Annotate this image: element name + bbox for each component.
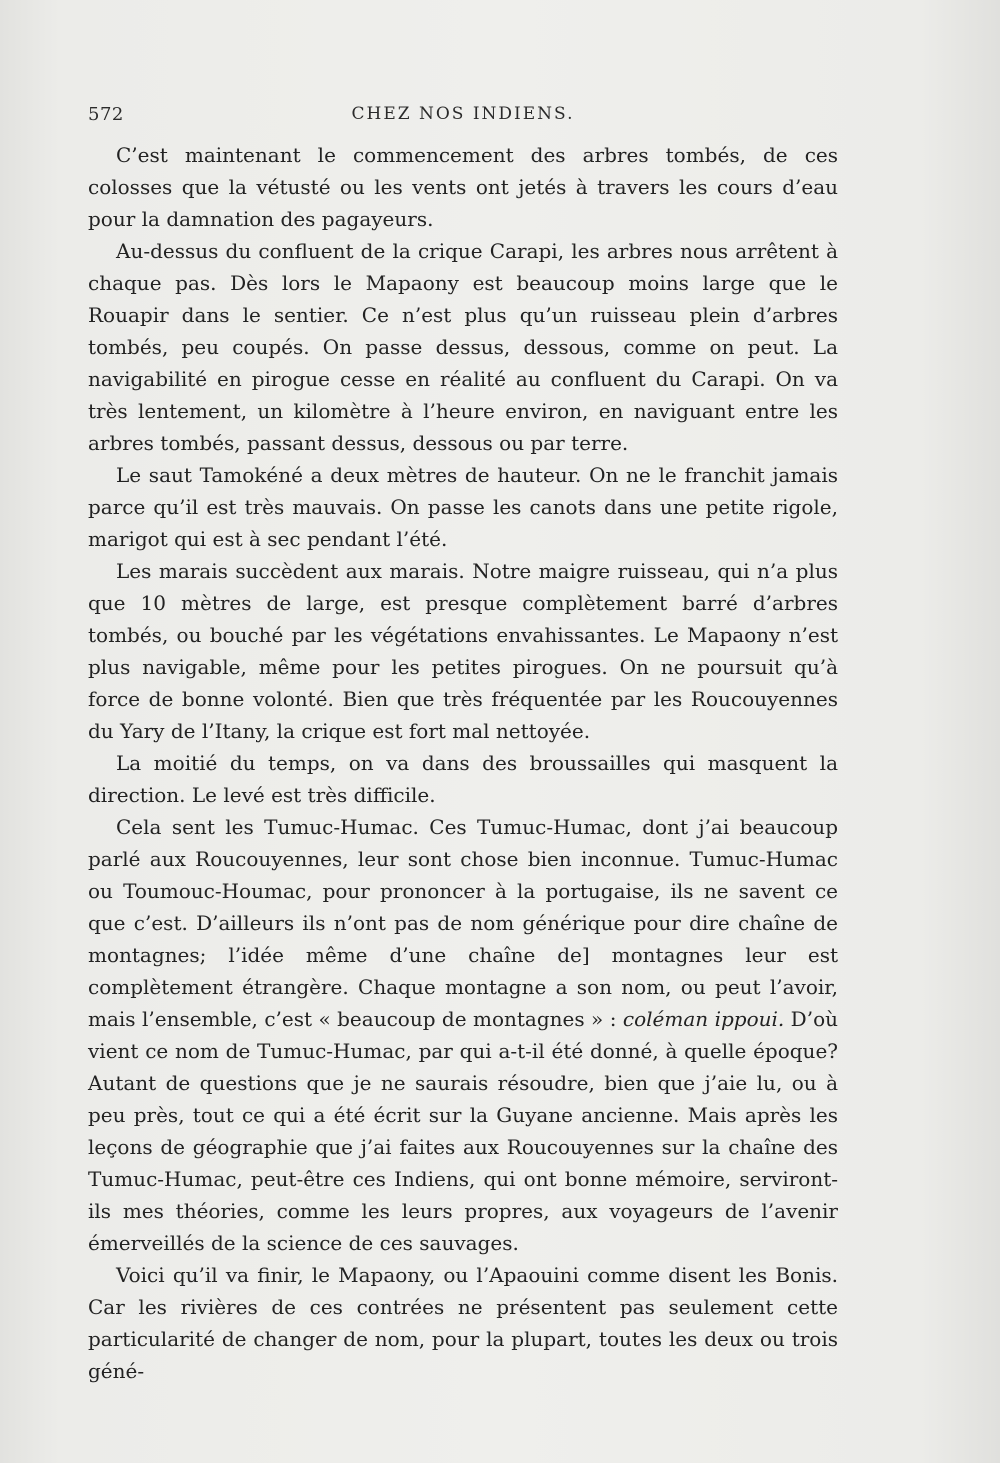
paragraph-1: C’est maintenant le commencement des arbres tombés, de ces colosses que la vétusté ou les vents ont jetés à travers les cours d’eau pour la damnation des pagayeurs.	[88, 143, 838, 231]
paragraph-6-text-before: Cela sent les Tumuc-Humac. Ces Tumuc-Humac, dont j’ai beaucoup parlé aux Roucouyennes, leur sont chose bien inconnue. Tumuc-Humac ou Toumouc-Houmac, pour prononcer à la portugaise, ils ne savent ce que c’est. D’ailleurs ils n’ont pas de nom générique pour dire chaîne de montagnes; l’idée même d’une chaîne de] montagnes leur est complètement étrangère. Chaque montagne a son nom, ou peut l’avoir, mais l’ensemble, c’est « beaucoup de montagnes » :	[88, 815, 838, 1031]
paragraph-3: Le saut Tamokéné a deux mètres de hauteur. On ne le franchit jamais parce qu’il est très mauvais. On passe les canots dans une petite rigole, marigot qui est à sec pendant l’été.	[88, 463, 838, 551]
page-number: 572	[88, 104, 124, 125]
paragraph-7: Voici qu’il va finir, le Mapaony, ou l’Apaouini comme disent les Bonis. Car les rivières de ces contrées ne présentent pas seulement cette particularité de changer de nom, pour la plupart, toutes les deux ou trois géné-	[88, 1263, 838, 1383]
paragraph-6	[88, 811, 838, 1259]
running-title: CHEZ NOS INDIENS.	[351, 104, 575, 124]
paragraph-4: Les marais succèdent aux marais. Notre maigre ruisseau, qui n’a plus que 10 mètres de large, est presque complètement barré d’arbres tombés, ou bouché par les végétations envahissantes. Le Mapaony n’est plus navigable, même pour les petites pirogues. On ne poursuit qu’à force de bonne volonté. Bien que très fréquentée par les Roucouyennes du Yary de l’Itany, la crique est fort mal nettoyée.	[88, 559, 838, 743]
body-text	[88, 139, 838, 1387]
paragraph-6-text-after: D’où vient ce nom de Tumuc-Humac, par qui a-t-il été donné, à quelle époque? Autant de questions que je ne saurais résoudre, bien que j’aie lu, ou à peu près, tout ce qui a été écrit sur la Guyane ancienne. Mais après les leçons de géographie que j’ai faites aux Roucouyennes sur la chaîne des Tumuc-Humac, peut-être ces Indiens, qui ont bonne mémoire, serviront-ils mes théories, comme les leurs propres, aux voyageurs de l’avenir émerveillés de la science de ces sauvages.	[88, 1007, 838, 1255]
page-header	[88, 104, 838, 130]
paragraph-2: Au-dessus du confluent de la crique Carapi, les arbres nous arrêtent à chaque pas. Dès lors le Mapaony est beaucoup moins large que le Rouapir dans le sentier. Ce n’est plus qu’un ruisseau plein d’arbres tombés, peu coupés. On passe dessus, dessous, comme on peut. La navigabilité en pirogue cesse en réalité au confluent du Carapi. On va très lentement, un kilomètre à l’heure environ, en naviguant entre les arbres tombés, passant dessus, dessous ou par terre.	[88, 239, 838, 455]
paragraph-6-italic-phrase: coléman ippoui.	[622, 1007, 785, 1031]
paragraph-5: La moitié du temps, on va dans des broussailles qui masquent la direction. Le levé est très difficile.	[88, 751, 838, 807]
